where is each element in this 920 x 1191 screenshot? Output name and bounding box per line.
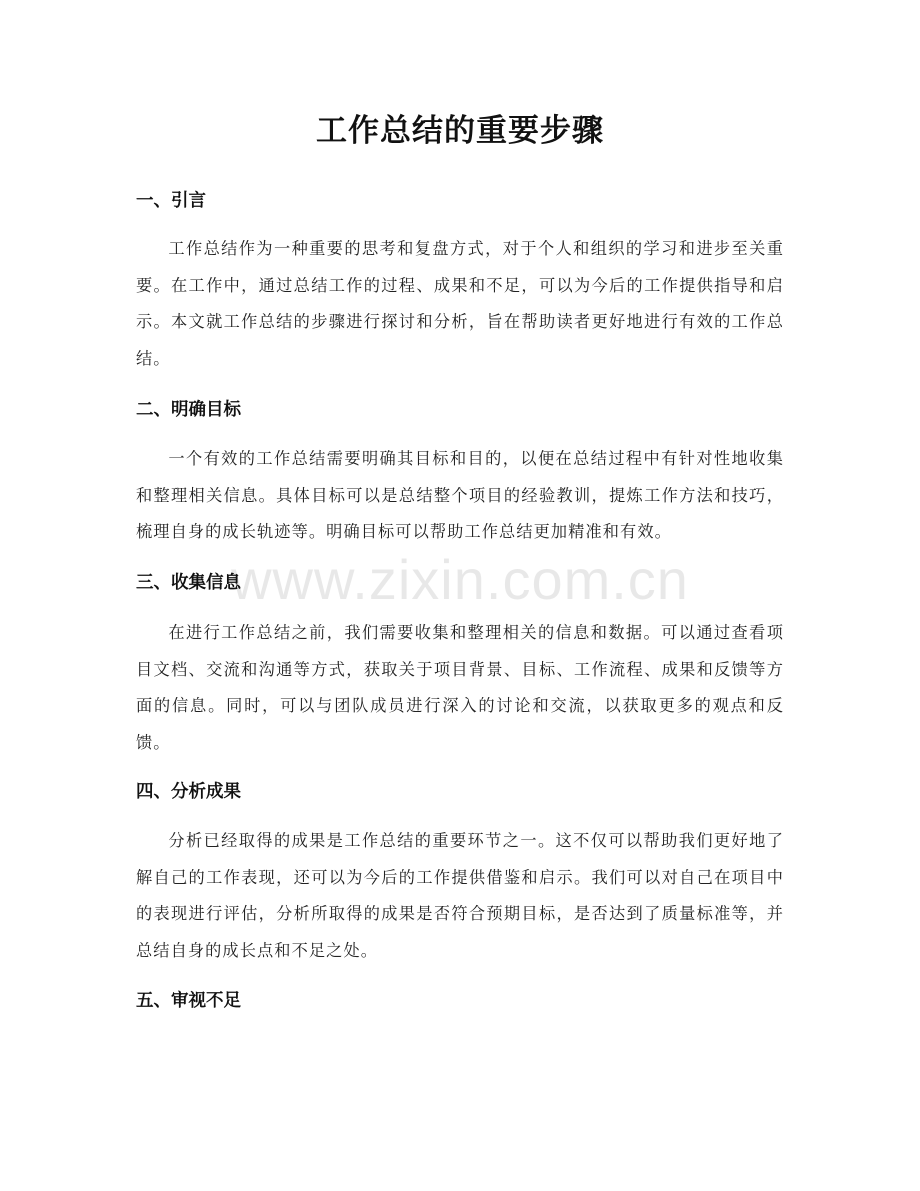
section-paragraph-analyze-results: 分析已经取得的成果是工作总结的重要环节之一。这不仅可以帮助我们更好地了解自己的工作表现，还可以为今后的工作提供借鉴和启示。我们可以对自己在项目中的表现进行评估，分析所取得的成果是否符合预期目标，是否达到了质量标准等，并总结自身的成长点和不足之处。 [136,831,784,960]
section-paragraph-introduction: 工作总结作为一种重要的思考和复盘方式，对于个人和组织的学习和进步至关重要。在工作中，通过总结工作的过程、成果和不足，可以为今后的工作提供指导和启示。本文就工作总结的步骤进行探讨和分析，旨在帮助读者更好地进行有效的工作总结。 [136,239,784,368]
document-title: 工作总结的重要步骤 [316,113,604,149]
section-paragraph-clarify-goals: 一个有效的工作总结需要明确其目标和目的，以便在总结过程中有针对性地收集和整理相关信息。具体目标可以是总结整个项目的经验教训，提炼工作方法和技巧，梳理自身的成长轨迹等。明确目标可以帮助工作总结更加精准和有效。 [136,449,784,541]
section-heading-review-shortcomings: 五、审视不足 [136,991,241,1011]
watermark: www.zixin.com.cn [231,548,689,611]
section-paragraph-collect-info: 在进行工作总结之前，我们需要收集和整理相关的信息和数据。可以通过查看项目文档、交流和沟通等方式，获取关于项目背景、目标、工作流程、成果和反馈等方面的信息。同时，可以与团队成员进行深入的讨论和交流，以获取更多的观点和反馈。 [136,623,784,752]
section-heading-analyze-results: 四、分析成果 [136,782,241,802]
section-heading-collect-info: 三、收集信息 [136,573,241,593]
section-heading-clarify-goals: 二、明确目标 [136,400,241,420]
section-heading-introduction: 一、引言 [136,191,206,211]
